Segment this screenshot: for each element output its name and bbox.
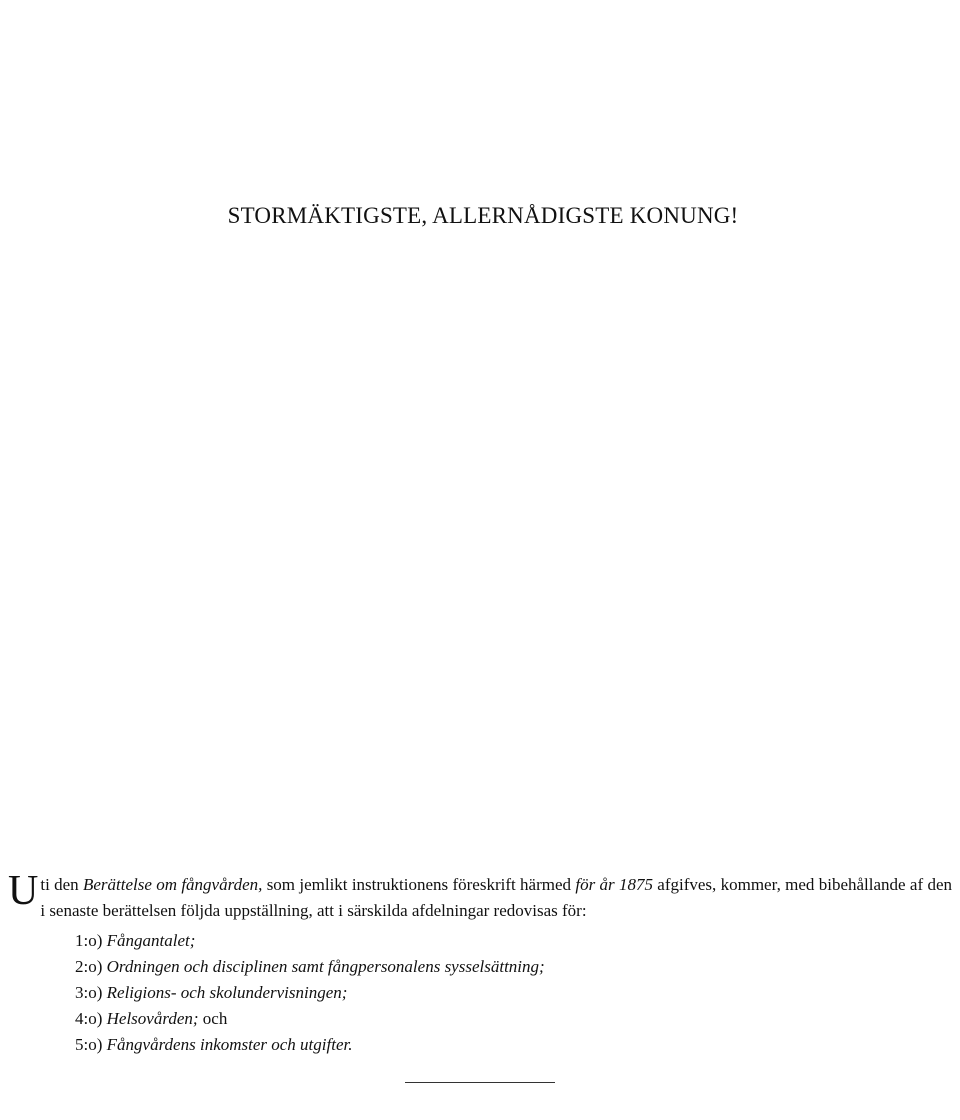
list-item (75, 1006, 545, 1032)
intro-text-3: afgifves, kommer, med bibehållande af den i senaste berättelsen följda uppställning, att i särskilda afdelningar redovisas för: (40, 875, 952, 920)
item-tail: och (198, 1009, 228, 1028)
intro-italic-1: Berättelse om fångvården, (82, 875, 263, 894)
intro-paragraph (8, 868, 952, 924)
intro-text-2: som jemlikt instruktionens föreskrift härmed (262, 875, 576, 894)
intro-italic-2: för år 1875 (575, 875, 653, 894)
section-list (75, 928, 545, 1058)
item-number: 2:o) (75, 957, 103, 976)
item-number: 3:o) (75, 983, 103, 1002)
intro-text-1: ti den (40, 875, 83, 894)
item-title: Helsovården; (106, 1009, 199, 1028)
list-item (75, 928, 545, 954)
item-title: Fångvårdens inkomster och utgifter. (106, 1035, 353, 1054)
drop-cap: U (8, 868, 39, 914)
item-title: Fångantalet; (106, 931, 196, 950)
item-title: Ordningen och disciplinen samt fångpersonalens sysselsättning; (106, 957, 545, 976)
page-heading: STORMÄKTIGSTE, ALLERNÅDIGSTE KONUNG! (227, 203, 739, 228)
item-number: 4:o) (75, 1009, 103, 1028)
list-item (75, 954, 545, 980)
list-item (75, 980, 545, 1006)
item-number: 5:o) (75, 1035, 103, 1054)
item-number: 1:o) (75, 931, 103, 950)
item-title: Religions- och skolundervisningen; (106, 983, 348, 1002)
list-item (75, 1032, 545, 1058)
divider-rule (405, 1082, 555, 1083)
